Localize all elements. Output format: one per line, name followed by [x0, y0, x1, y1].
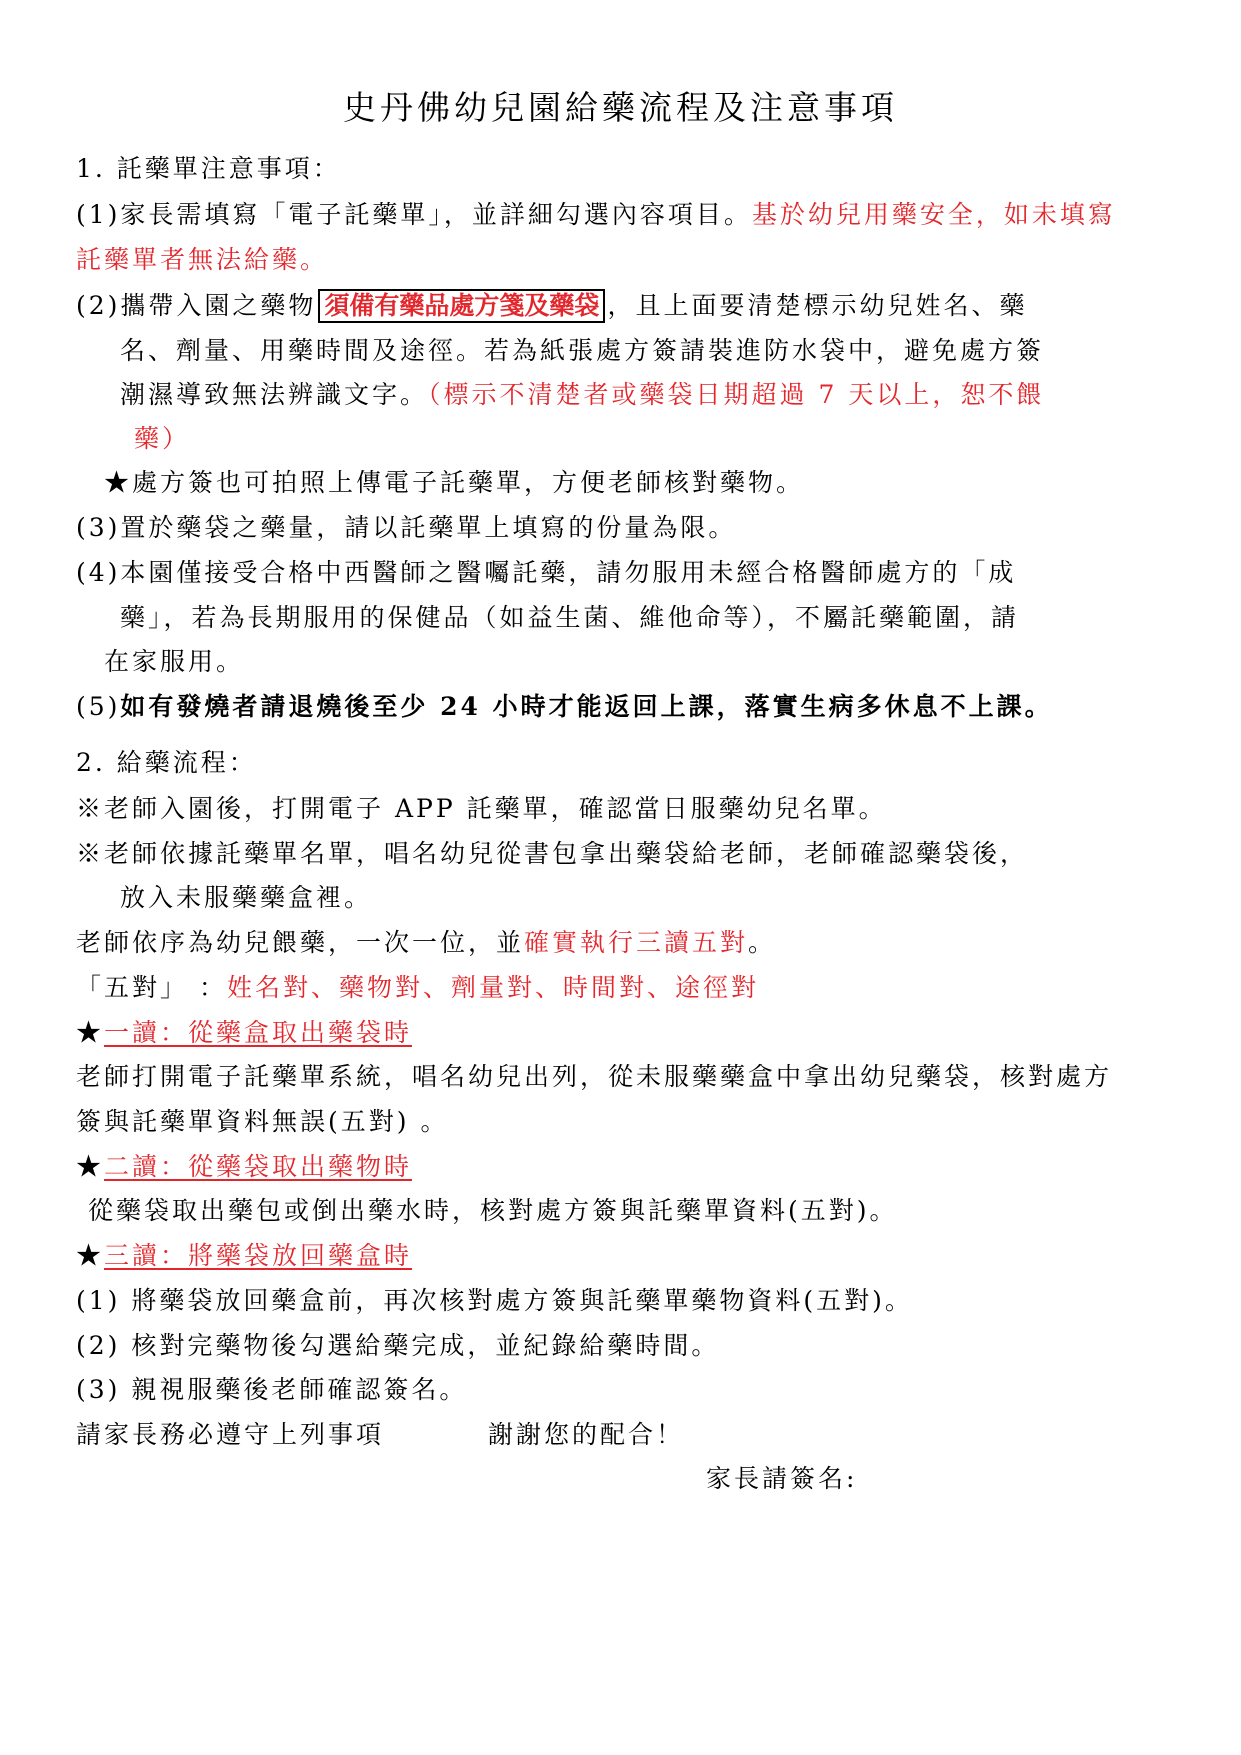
star-icon: ★ [76, 1152, 105, 1181]
flow-note2-line2: 放入未服藥藥盒裡。 [120, 883, 373, 912]
item1-warning-a: 基於幼兒用藥安全，如未填寫 [751, 200, 1116, 229]
five-checks-line [76, 971, 759, 1005]
item5-prefix: (5) [76, 692, 121, 721]
item4-line2: 藥」，若為長期服用的保健品（如益生菌、維他命等），不屬託藥範圍，請 [120, 603, 1020, 632]
order-line [76, 926, 776, 960]
order-text: 老師依序為幼兒餵藥，一次一位，並 [76, 928, 525, 957]
order-red: 確實執行三讀五對 [524, 928, 749, 957]
item2-warning-a: （標示不清楚者或藥袋日期超過 7 天以上，恕不餵 [428, 380, 1045, 409]
item2-line2: 名、劑量、用藥時間及途徑。若為紙張處方簽請裝進防水袋中，避免處方簽 [120, 336, 1045, 365]
item2-warning-b: 藥） [134, 424, 191, 453]
star-note: ★處方簽也可拍照上傳電子託藥單，方便老師核對藥物。 [104, 468, 805, 497]
item4-line3: 在家服用。 [104, 647, 245, 676]
read2-line1: 從藥袋取出藥包或倒出藥水時，核對處方簽與託藥單資料(五對)。 [88, 1196, 898, 1225]
read1-line2: 簽與託藥單資料無誤(五對) 。 [76, 1107, 449, 1136]
item4-line1: (4)本園僅接受合格中西醫師之醫囑託藥，請勿服用未經合格醫師處方的「成 [76, 558, 1017, 587]
item5 [76, 690, 1053, 724]
item1-text: (1)家長需填寫「電子託藥單」，並詳細勾選內容項目。 [76, 200, 752, 229]
five-checks-list: 姓名對、藥物對、劑量對、時間對、途徑對 [226, 973, 759, 1002]
item1-line1 [76, 198, 1116, 232]
read3-step2: (2) 核對完藥物後勾選給藥完成，並紀錄給藥時間。 [76, 1331, 720, 1360]
section1-heading: 1. 託藥單注意事項： [76, 154, 341, 183]
item2-prefix: (2)攜帶入園之藥物 [76, 291, 317, 320]
read1-line1: 老師打開電子託藥單系統，唱名幼兒出列，從未服藥藥盒中拿出幼兒藥袋，核對處方 [76, 1062, 1113, 1091]
order-end: 。 [748, 928, 777, 957]
read2-title: 二讀：從藥袋取出藥物時 [104, 1152, 413, 1181]
item2-line3 [120, 378, 1044, 412]
document-title: 史丹佛幼兒園給藥流程及注意事項 [343, 88, 898, 127]
flow-note1: ※老師入園後，打開電子 APP 託藥單，確認當日服藥幼兒名單。 [76, 794, 887, 823]
item3: (3)置於藥袋之藥量，請以託藥單上填寫的份量為限。 [76, 513, 737, 542]
item2-line1 [76, 289, 1027, 323]
item2-boxed-requirement: 須備有藥品處方箋及藥袋 [318, 289, 605, 323]
closing-thanks: 謝謝您的配合！ [488, 1420, 685, 1449]
flow-note2-line1: ※老師依據託藥單名單，唱名幼兒從書包拿出藥袋給老師，老師確認藥袋後， [76, 839, 1029, 868]
five-checks-label: 「五對」 ： [76, 973, 227, 1002]
read3-step1: (1) 將藥袋放回藥盒前，再次核對處方簽與託藥單藥物資料(五對)。 [76, 1286, 913, 1315]
item1-warning-b: 託藥單者無法給藥。 [76, 245, 329, 274]
read1-title: 一讀：從藥盒取出藥袋時 [104, 1018, 413, 1047]
star-icon: ★ [76, 1241, 105, 1270]
star-icon: ★ [76, 1018, 105, 1047]
item5-fever-rule: 如有發燒者請退燒後至少 24 小時才能返回上課，落實生病多休息不上課。 [120, 692, 1053, 721]
item2-suffix: ，且上面要清楚標示幼兒姓名、藥 [607, 291, 1028, 320]
read2-heading [76, 1150, 412, 1184]
closing-request: 請家長務必遵守上列事項 [76, 1420, 385, 1449]
read1-heading [76, 1016, 412, 1050]
section2-heading: 2. 給藥流程： [76, 748, 257, 777]
read3-step3: (3) 親視服藥後老師確認簽名。 [76, 1375, 468, 1404]
item2-line3-text: 潮濕導致無法辨識文字。 [120, 380, 429, 409]
parent-signature-label: 家長請簽名: [706, 1464, 858, 1493]
read3-heading [76, 1239, 412, 1273]
read3-title: 三讀：將藥袋放回藥盒時 [104, 1241, 413, 1270]
